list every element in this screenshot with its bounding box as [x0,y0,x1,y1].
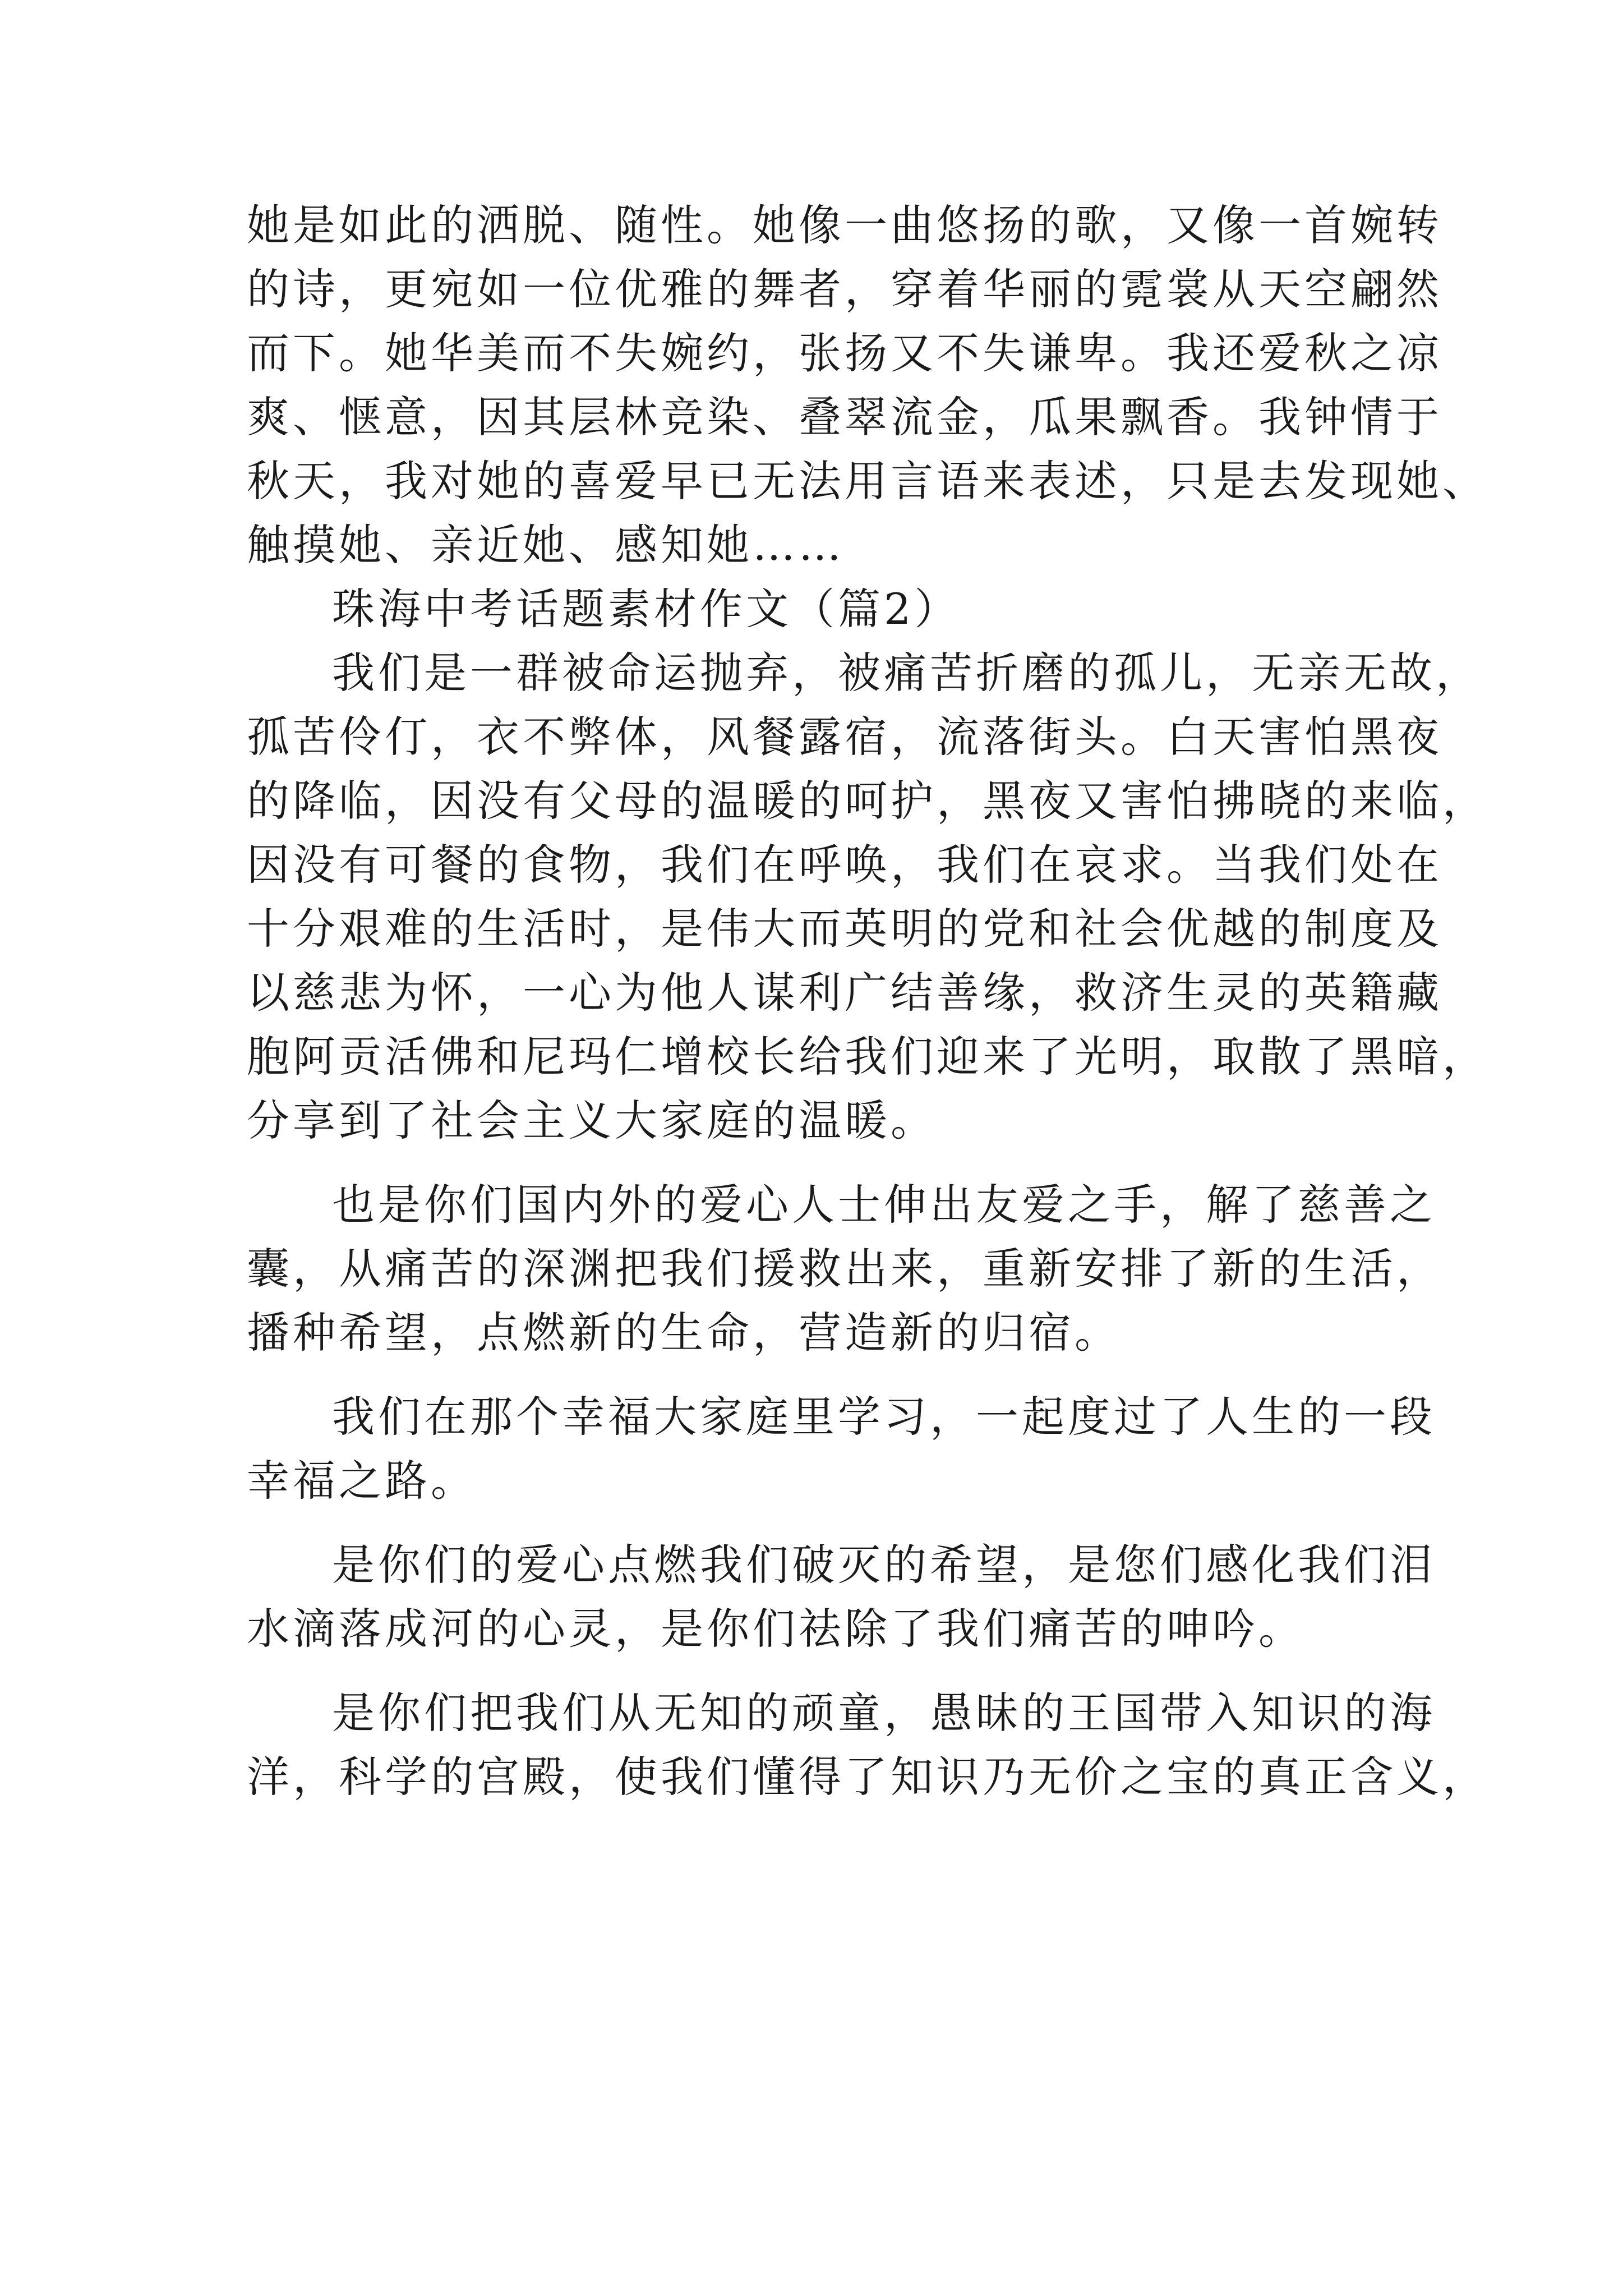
text-line: 播种希望，点燃新的生命，营造新的归宿。 [247,1308,1121,1358]
text-line: 我们是一群被命运抛弃，被痛苦折磨的孤儿，无亲无故， [332,648,1482,698]
text-line: 囊，从痛苦的深渊把我们援救出来，重新安排了新的生活， [247,1244,1442,1294]
text-line: 因没有可餐的食物，我们在呼唤，我们在哀求。当我们处在 [247,840,1442,890]
paragraph-5 [247,1533,1436,1661]
paragraph-gap [247,1513,1391,1533]
text-line: 而下。她华美而不失婉约，张扬又不失谦卑。我还爱秋之凉 [247,328,1442,378]
text-line: 触摸她、亲近她、感知她…… [247,520,845,570]
document-body [247,194,1488,1809]
section-heading: 珠海中考话题素材作文（篇2） [332,584,961,634]
paragraph-4 [247,1385,1436,1513]
text-line: 以慈悲为怀，一心为他人谋利广结善缘，救济生灵的英籍藏 [247,968,1442,1018]
text-line: 胞阿贡活佛和尼玛仁增校长给我们迎来了光明，取散了黑暗， [247,1032,1488,1082]
text-line: 水滴落成河的心灵，是你们祛除了我们痛苦的呻吟。 [247,1604,1304,1654]
text-line: 是你们的爱心点燃我们破灭的希望，是您们感化我们泪 [332,1540,1436,1590]
text-line: 也是你们国内外的爱心人士伸出友爱之手，解了慈善之 [332,1180,1436,1230]
text-line: 分享到了社会主义大家庭的温暖。 [247,1096,937,1145]
text-line: 是你们把我们从无知的顽童，愚昧的王国带入知识的海 [332,1688,1436,1738]
text-line: 洋，科学的宫殿，使我们懂得了知识乃无价之宝的真正含义， [247,1752,1488,1802]
text-line: 幸福之路。 [247,1456,477,1506]
text-line: 我们在那个幸福大家庭里学习，一起度过了人生的一段 [332,1392,1436,1442]
text-line: 孤苦伶仃，衣不弊体，风餐露宿，流落街头。白天害怕黑夜 [247,712,1442,762]
paragraph-gap [247,1365,1391,1385]
paragraph-gap [247,1661,1391,1681]
paragraph-3 [247,1173,1442,1365]
text-line: 的降临，因没有父母的温暖的呵护，黑夜又害怕拂晓的来临， [247,776,1488,826]
text-line: 爽、惬意，因其层林竞染、叠翠流金，瓜果飘香。我钟情于 [247,392,1442,442]
paragraph-6 [247,1681,1488,1809]
text-line: 十分艰难的生活时，是伟大而英明的党和社会优越的制度及 [247,904,1442,954]
paragraph-gap [247,1153,1391,1173]
paragraph-2 [247,641,1488,1153]
text-line: 秋天，我对她的喜爱早已无法用言语来表述，只是去发现她、 [247,456,1488,506]
paragraph-1 [247,194,1488,577]
text-line: 的诗，更宛如一位优雅的舞者，穿着华丽的霓裳从天空翩然 [247,264,1442,314]
text-line: 她是如此的洒脱、随性。她像一曲悠扬的歌，又像一首婉转 [247,200,1442,250]
